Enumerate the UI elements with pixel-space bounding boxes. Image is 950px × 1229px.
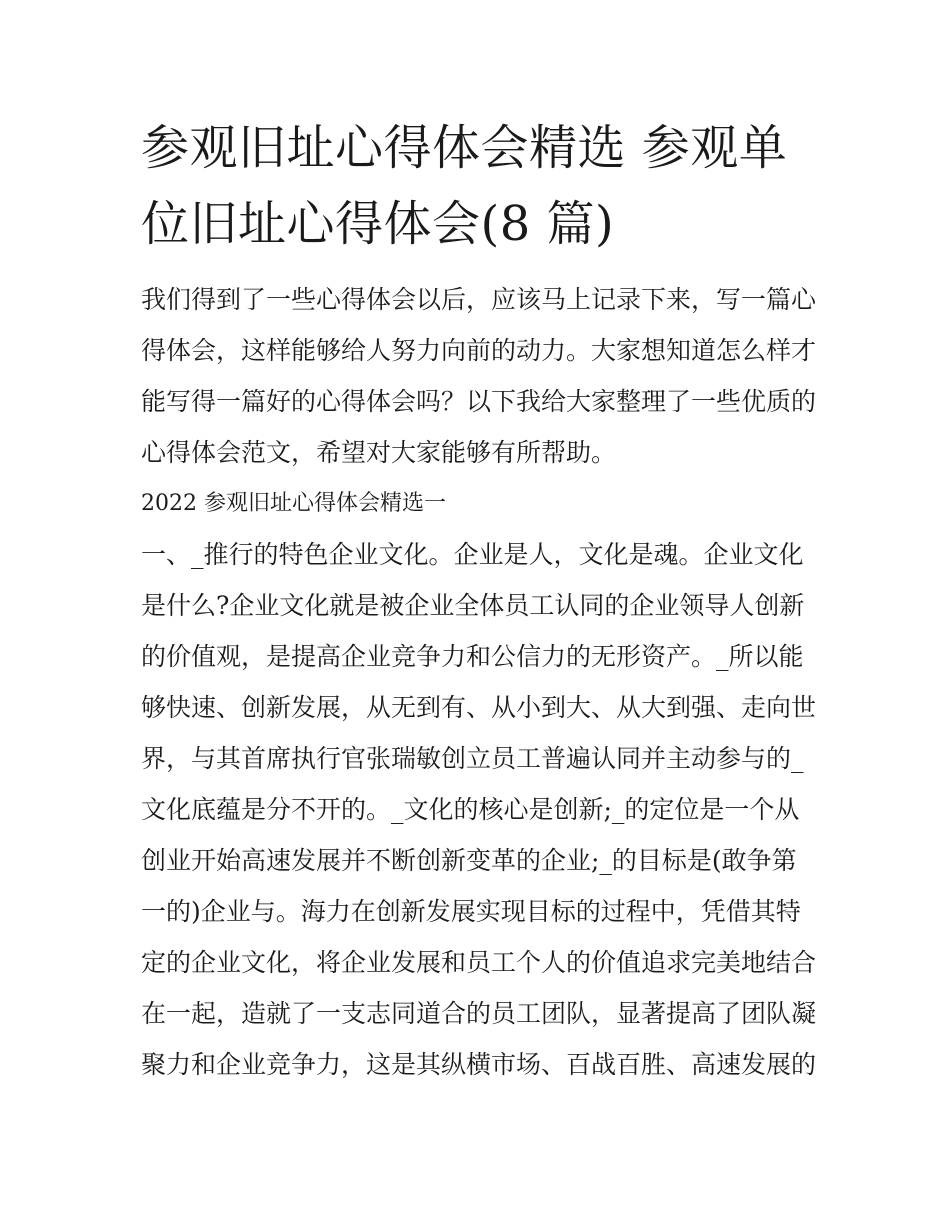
title-line-2: 位旧址心得体会(8 篇) (141, 196, 615, 252)
document-body (141, 274, 817, 1090)
section-line-9: 定的企业文化，将企业发展和员工个人的价值追求完美地结合 (141, 948, 817, 977)
section-line-3: 的价值观，是提高企业竞争力和公信力的无形资产。_所以能 (141, 642, 804, 671)
section-line-10: 在一起，造就了一支志同道合的员工团队，显著提高了团队凝 (141, 999, 817, 1028)
section-line-5: 界，与其首席执行官张瑞敏创立员工普遍认同并主动参与的_ (141, 744, 804, 773)
section-heading: 2022 参观旧址心得体会精选一 (141, 491, 446, 516)
section-line-6: 文化底蕴是分不开的。_文化的核心是创新;_的定位是一个从 (141, 795, 800, 824)
section-paragraph (141, 529, 817, 1090)
intro-paragraph (141, 274, 817, 478)
section-line-2: 是什么?企业文化就是被企业全体员工认同的企业领导人创新 (141, 591, 805, 620)
section-line-8: 一的)企业与。海力在创新发展实现目标的过程中，凭借其特 (141, 897, 801, 926)
title-line-1: 参观旧址心得体会精选 参观单 (141, 120, 788, 176)
section-line-11: 聚力和企业竞争力，这是其纵横市场、百战百胜、高速发展的 (141, 1050, 817, 1079)
section-line-1: 一、_推行的特色企业文化。企业是人，文化是魂。企业文化 (141, 540, 804, 569)
intro-line-4: 心得体会范文，希望对大家能够有所帮助。 (141, 438, 617, 467)
intro-line-3: 能写得一篇好的心得体会吗？以下我给大家整理了一些优质的 (141, 387, 817, 416)
section-line-4: 够快速、创新发展，从无到有、从小到大、从大到强、走向世 (141, 693, 817, 722)
intro-line-2: 得体会，这样能够给人努力向前的动力。大家想知道怎么样才 (141, 336, 817, 365)
intro-line-1: 我们得到了一些心得体会以后，应该马上记录下来，写一篇心 (141, 285, 817, 314)
document-page (141, 110, 817, 1090)
document-title (141, 110, 813, 262)
section-line-7: 创业开始高速发展并不断创新变革的企业;_的目标是(敢争第 (141, 846, 797, 875)
